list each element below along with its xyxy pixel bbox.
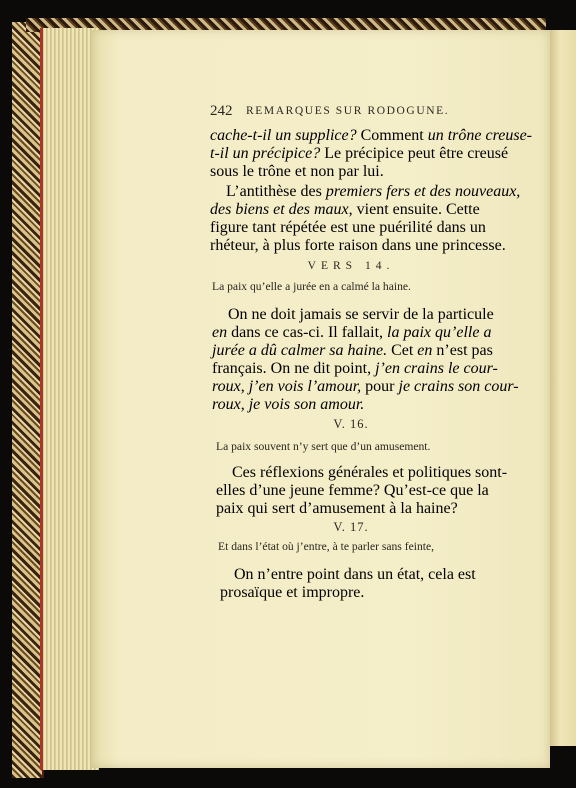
- verse-line: La paix qu’elle a jurée en a calmé la haine.: [212, 280, 411, 293]
- text-line: On ne doit jamais se servir de la particule: [228, 306, 494, 323]
- page-stack-edge: [40, 28, 99, 770]
- text-line: en dans ce cas-ci. Il fallait, la paix qu’elle a: [212, 324, 492, 341]
- text-line: prosaïque et impropre.: [220, 584, 365, 601]
- text-line: sous le trône et non par lui.: [210, 163, 384, 180]
- text-line: roux, j’en vois l’amour, pour je crains son cour-: [212, 378, 519, 395]
- section-heading: VERS 14.: [307, 260, 395, 272]
- text-line: français. On ne dit point, j’en crains le cour-: [212, 360, 498, 377]
- facing-page-edge: [548, 30, 576, 746]
- text-line: jurée a dû calmer sa haine. Cet en n’est pas: [212, 342, 493, 359]
- text-line: Ces réflexions générales et politiques sont-: [232, 464, 508, 481]
- text-line: On n’entre point dans un état, cela est: [234, 566, 476, 583]
- text-line: roux, je vois son amour.: [212, 396, 365, 413]
- verse-line: Et dans l’état où j’entre, à te parler sans feinte,: [218, 540, 435, 553]
- text-line: figure tant répétée est une puérilité dans un: [210, 219, 486, 236]
- text-line: elles d’une jeune femme? Qu’est-ce que la: [216, 482, 489, 499]
- verse-line: La paix souvent n’y sert que d’un amusement.: [216, 440, 431, 453]
- text-line: L’antithèse des premiers fers et des nouveaux,: [226, 183, 521, 200]
- text-line: rhéteur, à plus forte raison dans une princesse.: [210, 237, 506, 254]
- section-heading: V. 17.: [333, 520, 369, 534]
- text-line: cache-t-il un supplice? Comment un trône creuse-: [210, 127, 532, 144]
- text-line: paix qui sert d’amusement à la haine?: [216, 500, 458, 517]
- text-line: des biens et des maux, vient ensuite. Cette: [210, 201, 480, 218]
- section-heading: V. 16.: [333, 417, 369, 431]
- running-title: REMARQUES SUR RODOGUNE.: [246, 105, 450, 117]
- page-number: 242: [210, 103, 233, 119]
- text-line: t-il un précipice? Le précipice peut être creusé: [210, 145, 509, 162]
